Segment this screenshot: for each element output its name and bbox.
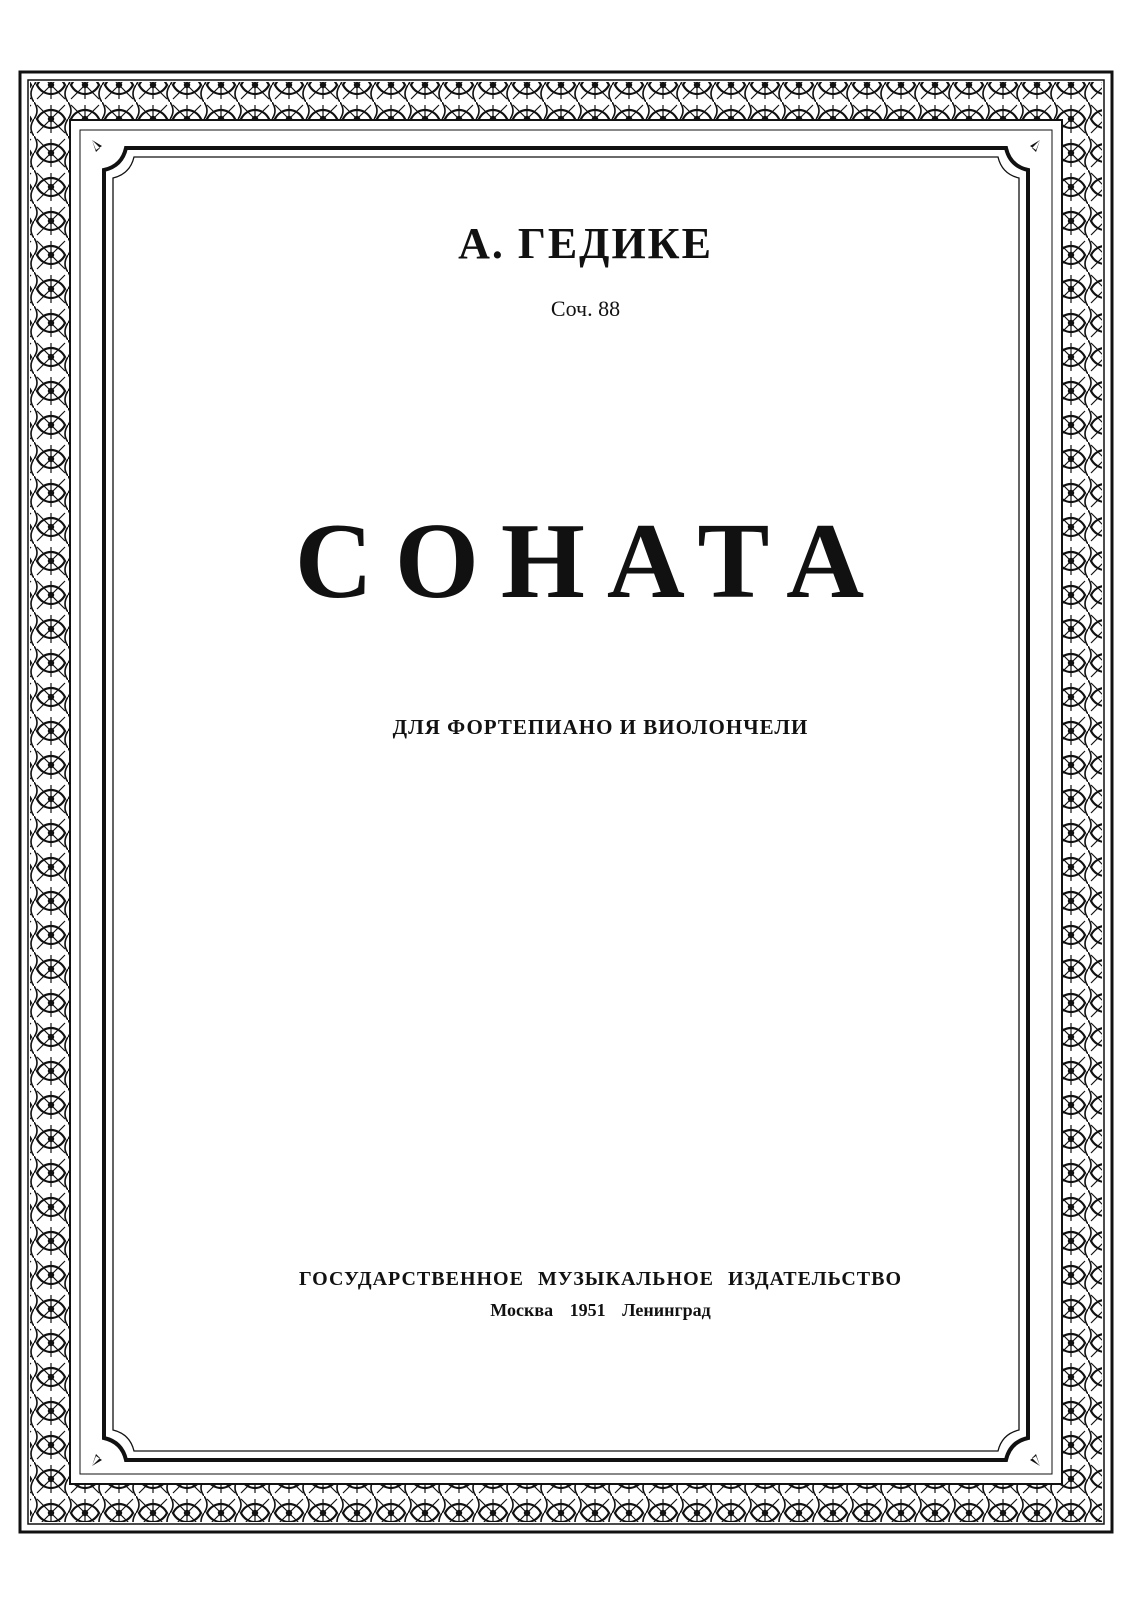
imprint-line [0, 1300, 1131, 1321]
author-name: А. ГЕДИКЕ [458, 219, 713, 268]
opus-number: Соч. 88 [550, 296, 621, 321]
imprint-city-moscow: Москва [490, 1300, 554, 1320]
work-title: СОНАТА [294, 502, 887, 621]
imprint-year: 1951 [569, 1300, 606, 1320]
imprint-city-leningrad: Ленинград [622, 1300, 711, 1320]
publisher-name: ГОСУДАРСТВЕННОЕ МУЗЫКАЛЬНОЕ ИЗДАТЕЛЬСТВО [298, 1268, 903, 1290]
instrumentation: ДЛЯ ФОРТЕПИАНО И ВИОЛОНЧЕЛИ [392, 715, 809, 739]
